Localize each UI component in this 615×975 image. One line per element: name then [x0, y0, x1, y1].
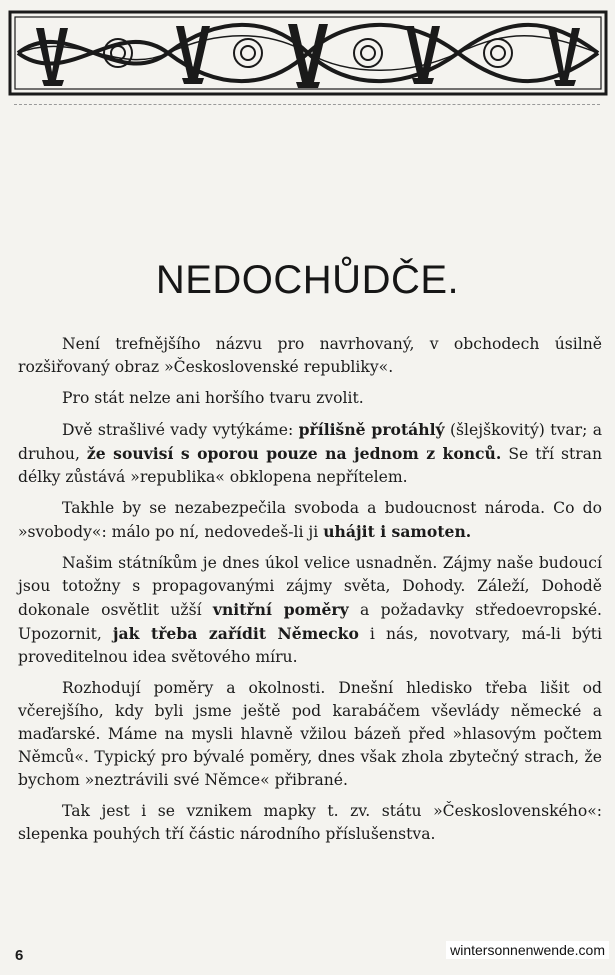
paragraph-text: (šlejškovitý) tvar; a druhou, [18, 421, 602, 463]
paragraph [18, 387, 602, 410]
paragraph-text: Rozhodují poměry a okolnosti. Dnešní hledisko třeba lišit od včerejšího, kdy byli jsme ještě pod karabáčem vševlády německé a maďarské. Máme na mysli hlavně vžilou bázeň před »hlasovým počtem Němců«. Typický pro bývalé poměry, dnes však zhola zbytečný strach, že bychom »neztrávili své Němce« přibrané. [18, 679, 602, 789]
article-body [18, 333, 602, 854]
paragraph [18, 497, 602, 544]
ornament-art [8, 10, 608, 96]
paragraph [18, 333, 602, 379]
paragraph [18, 552, 602, 669]
paragraph-text: i nás, novotvary, má-li býti proveditelnou idea světového míru. [18, 625, 603, 666]
paragraph-text: Našim státníkům je dnes úkol velice usnadněn. Zájmy naše budoucí jsou totožny s propagovanými zájmy světa, Dohody. Záleží, Dohodě dokonale osvětlit užší [18, 554, 602, 619]
paragraph-text: Se tří stran délky zůstává »republika« obklopena nepřítelem. [18, 445, 603, 486]
emphasized-text: vnitřní poměry [212, 600, 349, 619]
paragraph-text: Pro stát nelze ani horšího tvaru zvolit. [62, 389, 364, 407]
decorative-header-ornament [8, 10, 608, 96]
paragraph [18, 418, 602, 489]
paragraph-text: a požadavky středoevropské. Upozornit, [18, 601, 602, 643]
emphasized-text: uhájit i samoten. [323, 522, 472, 541]
watermark: wintersonnenwende.com [446, 941, 609, 959]
paragraph-text: Tak jest i se vznikem mapky t. zv. státu »Československého«: slepenka pouhých tří částic národního příslušenstva. [18, 802, 602, 843]
paragraph-text: Není trefnějšího názvu pro navrhovaný, v obchodech úsilně rozšiřovaný obraz »Československé republiky«. [18, 335, 602, 376]
emphasized-text: přílišně protáhlý [298, 420, 445, 439]
emphasized-text: že souvisí s oporou pouze na jednom z konců. [86, 444, 502, 463]
page-number: 6 [15, 947, 24, 964]
paragraph [18, 800, 602, 846]
paragraph-text: Takhle by se nezabezpečila svoboda a budoucnost národa. Co do »svobody«: málo po ní, nedovedeš-li ji [18, 499, 602, 541]
paragraph-text: Dvě strašlivé vady vytýkáme: [62, 421, 299, 439]
paragraph [18, 677, 602, 792]
header-divider [14, 104, 600, 105]
page-title: NEDOCHŮDČE. [155, 258, 460, 302]
emphasized-text: jak třeba zařídit Německo [112, 624, 359, 643]
